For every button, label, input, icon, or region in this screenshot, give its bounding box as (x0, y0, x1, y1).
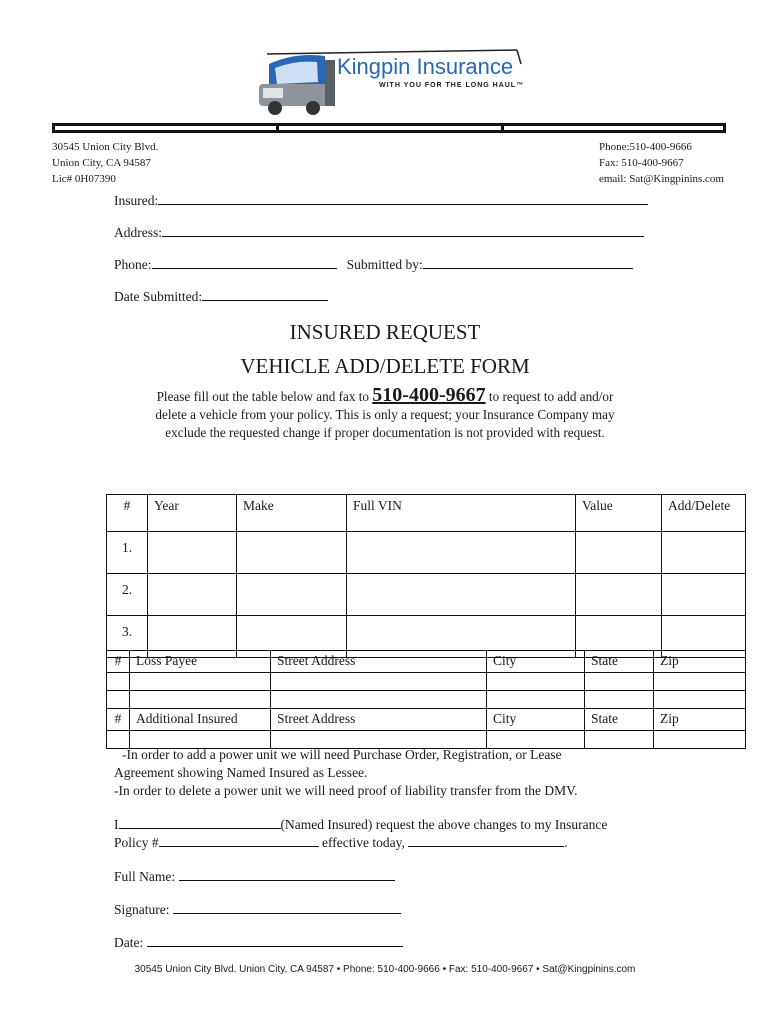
col-state: State (585, 709, 654, 731)
col-vin: Full VIN (347, 495, 576, 532)
form-subtitle: VEHICLE ADD/DELETE FORM (240, 354, 530, 378)
email-address: email: Sat@Kingpinins.com (598, 173, 724, 185)
cell[interactable] (130, 673, 271, 691)
insured-label: Insured: (114, 193, 159, 208)
value-cell[interactable] (576, 532, 662, 574)
fax-number-highlight: 510-400-9667 (372, 384, 486, 406)
request-i: I (114, 817, 119, 832)
col-number: # (107, 495, 148, 532)
period: . (564, 835, 568, 850)
col-city: City (487, 709, 585, 731)
page-footer: 30545 Union City Blvd. Union City, CA 94587 • Phone: 510-400-9666 • Fax: 510-400-9667 • Sat@Kingpinins.com (134, 964, 636, 975)
address-field[interactable] (114, 224, 644, 241)
company-address (52, 139, 158, 187)
date-line[interactable] (147, 934, 403, 947)
signature-line[interactable] (173, 901, 401, 914)
row-number: 2. (107, 574, 148, 616)
cell[interactable] (487, 691, 585, 709)
col-make: Make (237, 495, 347, 532)
col-number: # (107, 651, 130, 673)
col-add-delete: Add/Delete (662, 495, 746, 532)
add-delete-cell[interactable] (662, 532, 746, 574)
effective-text: effective today, (318, 835, 409, 850)
cell[interactable] (654, 673, 746, 691)
phone-number: Phone:510-400-9666 (598, 141, 692, 153)
logo-tagline: WITH YOU FOR THE LONG HAUL™ (379, 82, 525, 89)
date-submitted-field[interactable] (114, 288, 328, 305)
submitted-by-label: Submitted by: (346, 257, 423, 272)
table-row (107, 691, 746, 709)
cell[interactable] (487, 673, 585, 691)
full-name-field[interactable] (114, 868, 395, 885)
row-number: 1. (107, 532, 148, 574)
named-insured-line[interactable] (119, 816, 281, 829)
policy-label: Policy # (114, 835, 159, 850)
table-row (107, 673, 746, 691)
phone-label: Phone: (114, 257, 152, 272)
address-line: Union City, CA 94587 (52, 157, 151, 169)
instructions (100, 386, 670, 442)
col-additional-insured: Additional Insured (130, 709, 271, 731)
requirements-note (114, 746, 578, 800)
col-zip: Zip (654, 651, 746, 673)
license-number: Lic# 0H07390 (52, 173, 116, 185)
year-cell[interactable] (148, 574, 237, 616)
table-row (107, 574, 746, 616)
cell[interactable] (107, 673, 130, 691)
date-submitted-line[interactable] (202, 288, 328, 301)
phone-line[interactable] (152, 256, 337, 269)
intro-text: delete a vehicle from your policy. This is only a request; your Insurance Company may (155, 407, 615, 422)
col-number: # (107, 709, 130, 731)
full-name-line[interactable] (179, 868, 395, 881)
address-line-input[interactable] (162, 224, 644, 237)
col-street: Street Address (271, 709, 487, 731)
payee-table (106, 650, 746, 749)
make-cell[interactable] (237, 532, 347, 574)
col-city: City (487, 651, 585, 673)
cell[interactable] (107, 691, 130, 709)
form-title: INSURED REQUEST (289, 320, 481, 344)
date-label: Date: (114, 935, 147, 950)
full-name-label: Full Name: (114, 869, 179, 884)
intro-text: exclude the requested change if proper documentation is not provided with request. (165, 425, 605, 440)
intro-text: to request to add and/or (485, 389, 614, 404)
request-text: (Named Insured) request the above changes to my Insurance (280, 817, 608, 832)
cell[interactable] (585, 673, 654, 691)
vehicle-table (106, 494, 746, 658)
cell[interactable] (271, 673, 487, 691)
cell[interactable] (585, 731, 654, 749)
table-header-row (107, 495, 746, 532)
year-cell[interactable] (148, 532, 237, 574)
make-cell[interactable] (237, 574, 347, 616)
date-field[interactable] (114, 934, 403, 951)
address-label: Address: (114, 225, 162, 240)
effective-date-line[interactable] (408, 834, 564, 847)
cell[interactable] (654, 691, 746, 709)
col-loss-payee: Loss Payee (130, 651, 271, 673)
col-state: State (585, 651, 654, 673)
table-header-row (107, 709, 746, 731)
note-line: -In order to add a power unit we will need Purchase Order, Registration, or Lease (122, 747, 562, 762)
date-submitted-label: Date Submitted: (114, 289, 203, 304)
col-zip: Zip (654, 709, 746, 731)
vin-cell[interactable] (347, 574, 576, 616)
submitted-by-line[interactable] (423, 256, 633, 269)
note-line: Agreement showing Named Insured as Lessee. (114, 765, 368, 780)
table-header-row (107, 651, 746, 673)
signature-label: Signature: (114, 902, 173, 917)
address-line: 30545 Union City Blvd. (52, 141, 159, 153)
vin-cell[interactable] (347, 532, 576, 574)
phone-field[interactable] (114, 256, 633, 273)
col-value: Value (576, 495, 662, 532)
company-logo (255, 46, 530, 116)
cell[interactable] (130, 691, 271, 709)
value-cell[interactable] (576, 574, 662, 616)
policy-number-line[interactable] (159, 834, 319, 847)
cell[interactable] (654, 731, 746, 749)
company-contact (599, 139, 724, 187)
header-divider (52, 123, 726, 133)
intro-text: Please fill out the table below and fax to (156, 389, 373, 404)
add-delete-cell[interactable] (662, 574, 746, 616)
signature-field[interactable] (114, 901, 401, 918)
row-number: 3. (107, 616, 148, 658)
insured-field[interactable] (114, 192, 648, 209)
logo-brand: Kingpin Insurance (337, 54, 514, 79)
request-statement (114, 816, 607, 852)
table-row (107, 532, 746, 574)
fax-number: Fax: 510-400-9667 (598, 157, 684, 169)
note-line: -In order to delete a power unit we will need proof of liability transfer from the DMV. (114, 783, 578, 798)
col-year: Year (148, 495, 237, 532)
cell[interactable] (585, 691, 654, 709)
insured-line[interactable] (158, 192, 648, 205)
col-street: Street Address (271, 651, 487, 673)
cell[interactable] (271, 691, 487, 709)
